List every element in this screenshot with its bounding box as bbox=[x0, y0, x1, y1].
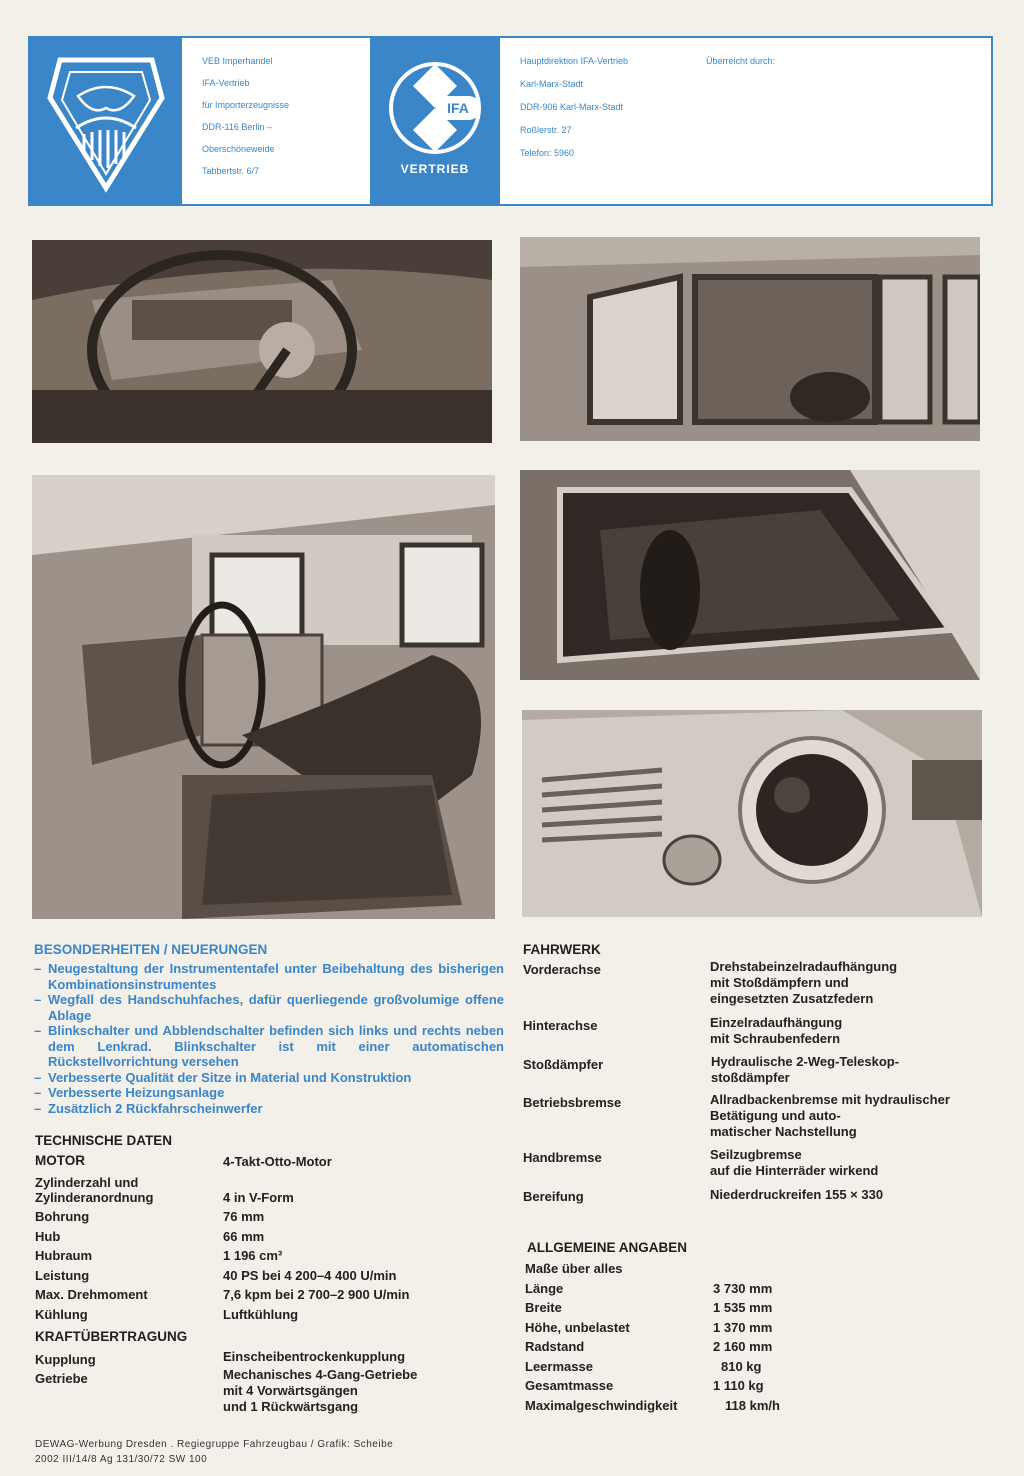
spec-value: 810 kg bbox=[721, 1359, 762, 1374]
importer-line: VEB Imperhandel bbox=[202, 56, 273, 66]
spec-label: Hinterachse bbox=[523, 1018, 598, 1033]
importer-line: Tabbertstr. 6/7 bbox=[202, 166, 260, 176]
contact-address bbox=[520, 50, 628, 165]
spec-label: Hubraum bbox=[35, 1248, 93, 1263]
value-line: Hydraulische 2-Weg-Teleskop- bbox=[711, 1054, 900, 1069]
spec-label: Vorderachse bbox=[523, 962, 601, 977]
spec-value: 1 535 mm bbox=[713, 1300, 773, 1315]
spec-label: Hub bbox=[35, 1229, 61, 1244]
photo-side-window bbox=[520, 237, 980, 441]
spec-label: Gesamtmasse bbox=[525, 1378, 614, 1393]
motor-type: 4-Takt-Otto-Motor bbox=[223, 1154, 332, 1169]
photo-interior-seats bbox=[32, 475, 495, 919]
value-line: Betätigung und auto- bbox=[710, 1108, 841, 1123]
spec-label: Zylinderzahl und bbox=[35, 1175, 139, 1190]
general-section bbox=[525, 1240, 995, 1420]
photo-engine-bay bbox=[520, 470, 980, 680]
value-line: stoßdämpfer bbox=[711, 1070, 790, 1085]
value-line: mit Stoßdämpfern und bbox=[710, 975, 849, 990]
list-item: – Blinkschalter und Abblendschalter befinden sich links und rechts neben dem Lenkrad. Blinkschalter ist mit einer automatischen Rückstellvorrichtung versehen bbox=[34, 1023, 504, 1070]
general-title: ALLGEMEINE ANGABEN bbox=[527, 1240, 688, 1255]
contact-line: Telefon: 5960 bbox=[520, 148, 575, 158]
list-item: – Verbesserte Qualität der Sitze in Material und Konstruktion bbox=[34, 1070, 504, 1086]
spec-label: Leistung bbox=[35, 1268, 90, 1283]
spec-value: Niederdruckreifen 155 × 330 bbox=[710, 1187, 884, 1202]
spec-value bbox=[710, 1015, 842, 1047]
value-line: Allradbackenbremse mit hydraulischer bbox=[710, 1092, 950, 1107]
importer-line: IFA-Vertrieb bbox=[202, 78, 250, 88]
spec-label: Maximalgeschwindigkeit bbox=[525, 1398, 678, 1413]
chassis-section bbox=[523, 942, 993, 1212]
spec-label: Länge bbox=[525, 1281, 564, 1296]
spec-value: 2 160 mm bbox=[713, 1339, 773, 1354]
importer-line: DDR-116 Berlin – bbox=[202, 122, 272, 132]
motor-title: MOTOR bbox=[35, 1153, 85, 1168]
spec-value: 4 in V-Form bbox=[223, 1190, 294, 1205]
tech-section bbox=[35, 1133, 505, 1423]
transmission-title: KRAFTÜBERTRAGUNG bbox=[35, 1329, 188, 1344]
general-subtitle: Maße über alles bbox=[525, 1261, 623, 1276]
spec-value: 1 196 cm³ bbox=[223, 1248, 283, 1263]
spec-label: Max. Drehmoment bbox=[35, 1287, 148, 1302]
spec-value bbox=[710, 1147, 878, 1179]
spec-label: Kühlung bbox=[35, 1307, 88, 1322]
spec-value: Luftkühlung bbox=[223, 1307, 299, 1322]
spec-label: Leermasse bbox=[525, 1359, 593, 1374]
spec-value: 40 PS bei 4 200–4 400 U/min bbox=[223, 1268, 397, 1283]
photo-rear-light bbox=[522, 710, 982, 917]
gearbox-line: und 1 Rückwärtsgang bbox=[223, 1399, 359, 1414]
spec-label: Kupplung bbox=[35, 1352, 96, 1367]
importer-line: Oberschöneweide bbox=[202, 144, 275, 154]
importer-address bbox=[182, 38, 370, 204]
gearbox-line: Mechanisches 4-Gang-Getriebe bbox=[223, 1367, 418, 1382]
spec-value bbox=[711, 1054, 899, 1086]
value-line: Einzelradaufhängung bbox=[710, 1015, 843, 1030]
ifa-logo bbox=[370, 38, 500, 204]
spec-value: 118 km/h bbox=[725, 1398, 780, 1413]
features-section bbox=[34, 942, 504, 1116]
footer-credit: DEWAG-Werbung Dresden . Regiegruppe Fahrzeugbau / Grafik: Scheibe bbox=[35, 1439, 394, 1450]
spec-label: Bohrung bbox=[35, 1209, 90, 1224]
spec-label: Radstand bbox=[525, 1339, 585, 1354]
footer-print-code: 2002 III/14/8 Ag 131/30/72 SW 100 bbox=[35, 1454, 208, 1465]
spec-label: Bereifung bbox=[523, 1189, 584, 1204]
spec-value: 7,6 kpm bei 2 700–2 900 U/min bbox=[223, 1287, 410, 1302]
ifa-logo-text: IFA bbox=[447, 100, 469, 116]
awz-logo bbox=[30, 38, 182, 204]
handed-by-label: Überreicht durch: bbox=[706, 56, 776, 66]
spec-value: 66 mm bbox=[223, 1229, 265, 1244]
value-line: eingesetzten Zusatzfedern bbox=[710, 991, 874, 1006]
list-item: – Verbesserte Heizungsanlage bbox=[34, 1085, 504, 1101]
contact-line: Karl-Marx-Stadt bbox=[520, 79, 584, 89]
spec-label: Höhe, unbelastet bbox=[525, 1320, 630, 1335]
value-line: auf die Hinterräder wirkend bbox=[710, 1163, 879, 1178]
spec-label: Breite bbox=[525, 1300, 562, 1315]
spec-value: 1 370 mm bbox=[713, 1320, 773, 1335]
spec-label: Stoßdämpfer bbox=[523, 1057, 604, 1072]
spec-label: Getriebe bbox=[35, 1371, 88, 1386]
spec-label: Zylinderanordnung bbox=[35, 1190, 154, 1205]
footer bbox=[35, 1437, 393, 1467]
value-line: mit Schraubenfedern bbox=[710, 1031, 841, 1046]
value-line: Seilzugbremse bbox=[710, 1147, 802, 1162]
list-item: – Neugestaltung der Instrumententafel unter Beibehaltung des bisherigen Kombinationsinstrumentes bbox=[34, 961, 504, 992]
value-line: matischer Nachstellung bbox=[710, 1124, 857, 1139]
chassis-title: FAHRWERK bbox=[523, 942, 601, 957]
gearbox-line: mit 4 Vorwärtsgängen bbox=[223, 1383, 358, 1398]
list-item: – Zusätzlich 2 Rückfahrscheinwerfer bbox=[34, 1101, 504, 1117]
spec-value bbox=[223, 1367, 417, 1415]
value-line: Drehstabeinzelradaufhängung bbox=[710, 959, 898, 974]
spec-value: 76 mm bbox=[223, 1209, 265, 1224]
features-title: BESONDERHEITEN / NEUERUNGEN bbox=[34, 942, 268, 957]
spec-value bbox=[710, 1092, 950, 1140]
contact-line: Roßlerstr. 27 bbox=[520, 125, 572, 135]
contact-line: DDR-906 Karl-Marx-Stadt bbox=[520, 102, 624, 112]
photo-dashboard bbox=[32, 240, 492, 443]
spec-value: 1 110 kg bbox=[713, 1378, 764, 1393]
spec-label: Handbremse bbox=[523, 1150, 602, 1165]
importer-line: für Importerzeugnisse bbox=[202, 100, 290, 110]
spec-value: 3 730 mm bbox=[713, 1281, 773, 1296]
list-item: – Wegfall des Handschuhfaches, dafür querliegende großvolumige offene Ablage bbox=[34, 992, 504, 1023]
features-list bbox=[34, 961, 504, 1116]
spec-label: Betriebsbremse bbox=[523, 1095, 622, 1110]
contact-line: Hauptdirektion IFA-Vertrieb bbox=[520, 56, 629, 66]
spec-value bbox=[710, 959, 897, 1007]
header-band bbox=[28, 36, 993, 206]
spec-value: Einscheibentrockenkupplung bbox=[223, 1349, 406, 1364]
vertrieb-label: VERTRIEB bbox=[400, 162, 470, 176]
tech-title: TECHNISCHE DATEN bbox=[35, 1133, 173, 1148]
